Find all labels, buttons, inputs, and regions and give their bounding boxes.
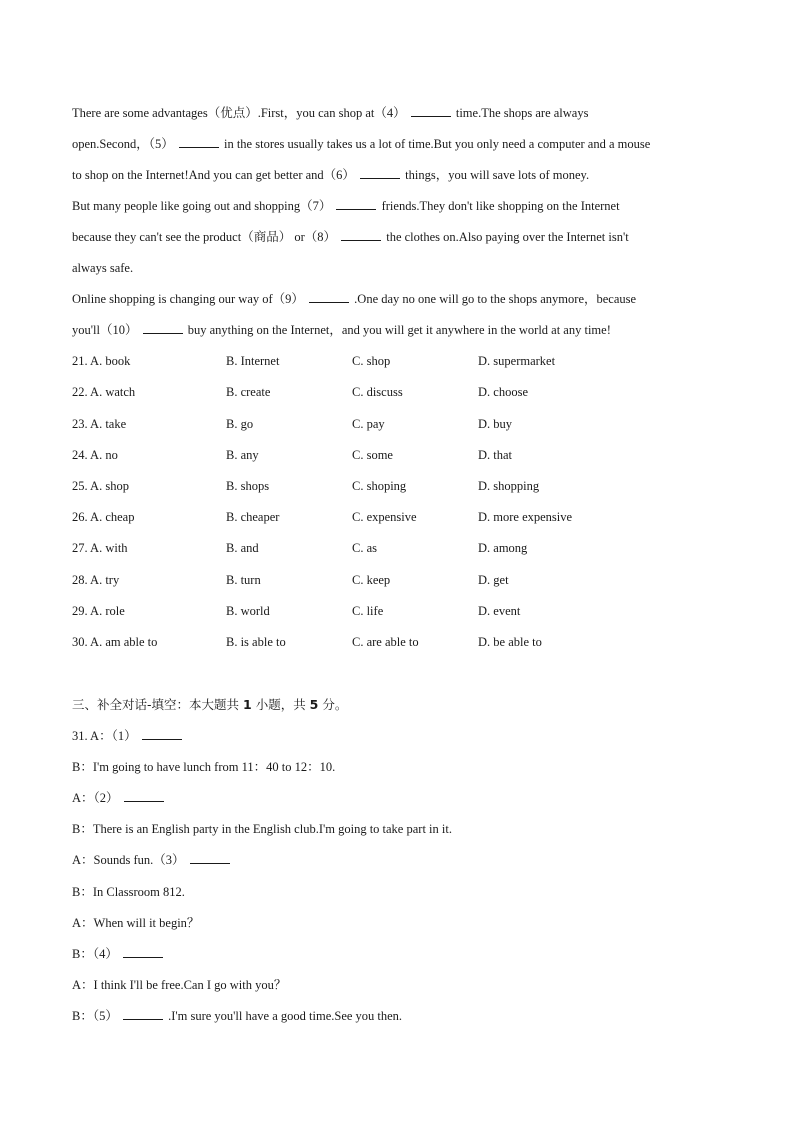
- question-row-30: [72, 633, 632, 651]
- passage-line: [72, 104, 724, 122]
- question-row-29: [72, 602, 632, 620]
- option-b: B. create: [226, 385, 271, 399]
- option-b: B. shops: [226, 479, 270, 493]
- dialogue-line: [72, 1007, 724, 1025]
- answer-blank-d3: [190, 851, 230, 864]
- passage-text: But many people like going out and shopping（7）: [72, 199, 332, 213]
- passage-text: always safe.: [72, 261, 134, 275]
- answer-blank-6: [360, 166, 400, 179]
- option-d: D. get: [478, 573, 509, 587]
- option-b: B. world: [226, 604, 270, 618]
- option-b: B. cheaper: [226, 510, 280, 524]
- option-a: 25. A. shop: [72, 479, 129, 493]
- option-d: D. buy: [478, 417, 513, 431]
- option-d: D. choose: [478, 385, 528, 399]
- option-a: 22. A. watch: [72, 385, 136, 399]
- dialogue-line: [72, 976, 724, 994]
- option-c: C. pay: [352, 417, 385, 431]
- passage-text: in the stores usually takes us a lot of time.But you only need a computer and a mouse: [223, 137, 651, 151]
- option-b: B. is able to: [226, 635, 286, 649]
- passage-text: the clothes on.Also paying over the Internet isn't: [386, 230, 629, 244]
- option-a: 30. A. am able to: [72, 635, 158, 649]
- option-b: B. and: [226, 541, 259, 555]
- dialogue-text: .I'm sure you'll have a good time.See you then.: [168, 1009, 403, 1023]
- answer-blank-d5: [123, 1007, 163, 1020]
- option-a: 26. A. cheap: [72, 510, 135, 524]
- question-row-23: [72, 415, 632, 433]
- option-c: C. shop: [352, 354, 391, 368]
- section-heading-mid: 小题，共: [255, 697, 310, 712]
- passage-line: [72, 166, 724, 184]
- section-score: 5: [309, 697, 319, 712]
- question-row-22: [72, 383, 632, 401]
- answer-blank-d4: [123, 945, 163, 958]
- option-d: D. supermarket: [478, 354, 556, 368]
- answer-blank-4: [411, 104, 451, 117]
- dialogue-text: 31. A：（1）: [72, 729, 137, 743]
- passage-line: [72, 321, 724, 339]
- dialogue-text: A：I think I'll be free.Can I go with you？: [72, 978, 287, 992]
- option-c: C. life: [352, 604, 384, 618]
- question-row-28: [72, 571, 632, 589]
- dialogue-text: B：In Classroom 812.: [72, 885, 185, 899]
- passage-line: [72, 197, 724, 215]
- passage-text: things，you will save lots of money.: [405, 168, 590, 182]
- passage-text: time.The shops are always: [455, 106, 589, 120]
- option-a: 29. A. role: [72, 604, 125, 618]
- passage-text: you'll（10）: [72, 323, 138, 337]
- question-row-21: [72, 352, 632, 370]
- dialogue-text: B：I'm going to have lunch from 11：40 to 12：10.: [72, 760, 336, 774]
- section-heading-prefix: 三、补全对话-填空：本大题共: [72, 697, 240, 712]
- option-d: D. that: [478, 448, 513, 462]
- passage-text: .One day no one will go to the shops anymore，because: [354, 292, 637, 306]
- option-a: 27. A. with: [72, 541, 128, 555]
- dialogue-text: B：（5）: [72, 1009, 118, 1023]
- option-a: 23. A. take: [72, 417, 127, 431]
- passage-line: [72, 135, 724, 153]
- option-b: B. any: [226, 448, 259, 462]
- answer-blank-5: [179, 135, 219, 148]
- option-c: C. keep: [352, 573, 391, 587]
- section-heading-suffix: 分。: [322, 697, 348, 712]
- passage-text: buy anything on the Internet，and you will get it anywhere in the world at any time!: [187, 323, 611, 337]
- passage-line: [72, 228, 724, 246]
- question-row-25: [72, 477, 632, 495]
- option-c: C. expensive: [352, 510, 417, 524]
- answer-blank-9: [309, 290, 349, 303]
- passage-line: [72, 259, 724, 277]
- option-d: D. be able to: [478, 635, 542, 649]
- passage-text: to shop on the Internet!And you can get better and（6）: [72, 168, 355, 182]
- answer-blank-10: [143, 321, 183, 334]
- dialogue-line: [72, 945, 724, 963]
- dialogue-line: [72, 820, 724, 838]
- option-c: C. discuss: [352, 385, 403, 399]
- option-c: C. are able to: [352, 635, 419, 649]
- answer-blank-d1: [142, 727, 182, 740]
- option-b: B. Internet: [226, 354, 280, 368]
- option-d: D. event: [478, 604, 521, 618]
- passage-text: because they can't see the product（商品） or（8）: [72, 230, 336, 244]
- question-row-26: [72, 508, 632, 526]
- section-question-count: 1: [243, 697, 252, 712]
- option-c: C. shoping: [352, 479, 407, 493]
- option-b: B. turn: [226, 573, 261, 587]
- passage-text: friends.They don't like shopping on the Internet: [381, 199, 620, 213]
- answer-blank-8: [341, 228, 381, 241]
- dialogue-line: [72, 914, 724, 932]
- dialogue-line: [72, 758, 724, 776]
- passage-line: [72, 290, 724, 308]
- section-heading: [72, 696, 347, 714]
- option-c: C. as: [352, 541, 377, 555]
- option-a: 24. A. no: [72, 448, 118, 462]
- passage-text: There are some advantages（优点）.First，you can shop at（4）: [72, 106, 406, 120]
- option-d: D. shopping: [478, 479, 540, 493]
- dialogue-line: [72, 883, 724, 901]
- option-a: 28. A. try: [72, 573, 120, 587]
- option-c: C. some: [352, 448, 393, 462]
- option-d: D. among: [478, 541, 528, 555]
- answer-blank-7: [336, 197, 376, 210]
- dialogue-line: [72, 789, 724, 807]
- option-a: 21. A. book: [72, 354, 131, 368]
- dialogue-line: [72, 727, 724, 745]
- option-b: B. go: [226, 417, 254, 431]
- answer-blank-d2: [124, 789, 164, 802]
- dialogue-text: B：（4）: [72, 947, 118, 961]
- dialogue-text: B：There is an English party in the English club.I'm going to take part in it.: [72, 822, 452, 836]
- passage-text: open.Second，（5）: [72, 137, 174, 151]
- passage-text: Online shopping is changing our way of（9）: [72, 292, 304, 306]
- question-row-24: [72, 446, 632, 464]
- dialogue-text: A：Sounds fun.（3）: [72, 853, 185, 867]
- question-row-27: [72, 539, 632, 557]
- dialogue-text: A：When will it begin？: [72, 916, 200, 930]
- dialogue-line: [72, 851, 724, 869]
- option-d: D. more expensive: [478, 510, 573, 524]
- dialogue-text: A：（2）: [72, 791, 119, 805]
